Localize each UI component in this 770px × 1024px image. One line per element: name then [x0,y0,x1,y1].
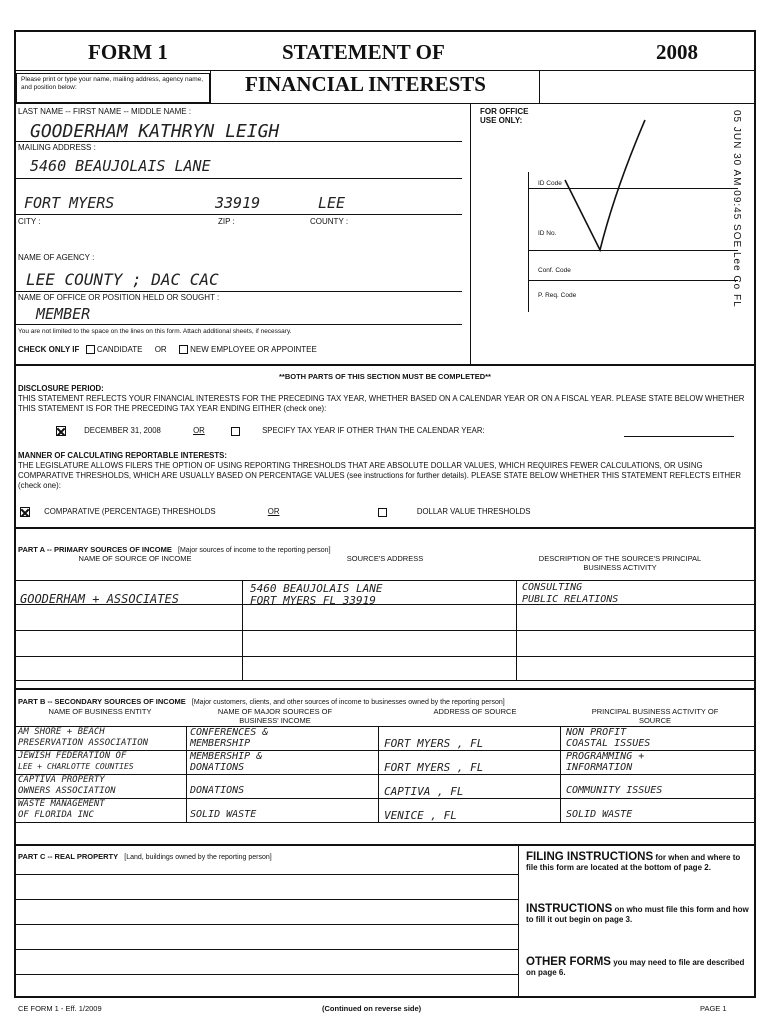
part-a-row1-name: GOODERHAM + ASSOCIATES [20,592,179,606]
part-b-entity: WASTE MANAGEMENT [18,799,105,809]
part-b-entity: CAPTIVA PROPERTY [18,775,105,785]
part-c-heading-row [18,852,272,862]
rule [16,214,462,215]
part-a-col3: DESCRIPTION OF THE SOURCE'S PRINCIPAL BUSINESS ACTIVITY [538,554,702,572]
part-b-source: MEMBERSHIP & [190,751,263,762]
manner-text: THE LEGISLATURE ALLOWS FILERS THE OPTION OF USING REPORTING THRESHOLDS THAT ARE ABSOLUTE DOLLAR VALUES, WHICH REQUIRES FEWER CALCULATIONS, OR USING COMPARATIVE THRESHOLDS, WHICH ARE USUALLY BASED ON PERCENTAGE VALUES (see instructions for further details). PLEASE STATE BELOW WHETHER THIS STATEMENT REFLECTS EITHER (check one): [18,461,741,490]
december-checkbox[interactable] [56,426,66,436]
rule [16,924,518,925]
part-a-row1-activity1: CONSULTING [522,582,583,593]
form-number: FORM 1 [88,40,168,64]
part-b-entity: PRESERVATION ASSOCIATION [18,738,149,748]
name-value: GOODERHAM KATHRYN LEIGH [30,121,280,142]
instructions-note [526,904,750,925]
part-b-address: VENICE , FL [384,809,457,822]
part-b-activity: COASTAL ISSUES [566,738,651,749]
id-no-label: ID No. [538,230,557,237]
part-a-subheading: [Major sources of income to the reporting person] [178,547,331,554]
rule [186,726,187,822]
disclosure-period-heading: DISCLOSURE PERIOD: [18,384,104,393]
rule [16,291,462,292]
county-value: LEE [318,194,346,212]
conf-code-label: Conf. Code [538,267,571,274]
part-b-source: SOLID WASTE [190,809,257,820]
part-a-col1: NAME OF SOURCE OF INCOME [78,554,192,563]
form-year: 2008 [656,40,698,64]
rule [16,630,754,631]
filing-instructions-text: for when and where to file this form are located at the bottom of page 2. [526,853,741,872]
instructions-box [16,73,210,103]
footer-page: PAGE 1 [700,1004,727,1013]
filing-instructions-head: FILING INSTRUCTIONS [526,851,654,863]
specify-year-checkbox[interactable] [231,427,240,436]
part-a-col2: SOURCE'S ADDRESS [346,554,424,563]
part-a-row1-activity2: PUBLIC RELATIONS [522,594,619,605]
part-c-heading: PART C -- REAL PROPERTY [18,852,119,861]
mailing-label: MAILING ADDRESS : [18,143,96,152]
rule [516,580,517,680]
rule [16,178,462,179]
disclosure-period-text: THIS STATEMENT REFLECTS YOUR FINANCIAL INTERESTS FOR THE PRECEDING TAX YEAR, WHETHER BASED ON A CALENDAR YEAR OR ON A FISCAL YEAR. PLEASE STATE BELOW WHETHER THIS STATEMENT IS FOR THE PRECEDING TAX YEAR ENDING EITHER (check one): [18,394,745,413]
part-b-address: FORT MYERS , FL [384,737,484,750]
or-label: OR [193,426,205,436]
rule [518,844,519,998]
or-label: OR [154,345,167,354]
rule [14,364,756,366]
rule [16,798,754,799]
part-b-source: DONATIONS [190,785,245,796]
title-line1: STATEMENT OF [282,40,445,64]
part-b-col2: NAME OF MAJOR SOURCES OF BUSINESS' INCOME [217,707,333,725]
part-b-source: MEMBERSHIP [190,738,251,749]
part-a-heading: PART A -- PRIMARY SOURCES OF INCOME [18,545,172,554]
attach-note: You are not limited to the space on the lines on this form. Attach additional sheets, if necessary. [18,328,292,335]
part-b-entity: AM SHORE + BEACH [18,727,105,737]
county-label: COUNTY : [310,217,349,226]
agency-value: LEE COUNTY ; DAC CAC [26,270,219,289]
office-label: NAME OF OFFICE OR POSITION HELD OR SOUGHT : [18,293,220,302]
rule [16,141,462,142]
specify-year-line[interactable] [624,436,734,437]
candidate-label: CANDIDATE [96,345,143,354]
p-req-code-label: P. Req. Code [538,292,577,299]
header-divider-top [14,70,756,71]
check-only-label: CHECK ONLY IF [18,345,80,354]
part-b-entity: LEE + CHARLOTTE COUNTIES [18,762,134,771]
part-b-subheading: [Major customers, clients, and other sources of income to businesses owned by the reporting person] [191,699,505,706]
part-b-col4: PRINCIPAL BUSINESS ACTIVITY OF SOURCE [591,707,719,725]
rule [14,527,756,529]
part-b-heading-row [18,697,505,707]
part-b-activity: COMMUNITY ISSUES [566,785,663,796]
rule [560,726,561,822]
filing-instructions [526,852,750,873]
part-b-col3: ADDRESS OF SOURCE [433,707,517,716]
office-value: MEMBER [36,305,91,323]
rule [16,324,462,325]
received-stamp: 05 JUN 30 AM 09:45 SOE Lee Co FL [731,110,742,308]
part-b-entity: OWNERS ASSOCIATION [18,786,116,796]
rule [14,688,756,690]
part-b-entity: JEWISH FEDERATION OF [18,751,127,761]
other-forms-head: OTHER FORMS [526,956,611,968]
rule [16,874,518,875]
mailing-value: 5460 BEAUJOLAIS LANE [30,157,211,175]
rule [14,844,756,846]
part-c-subheading: [Land, buildings owned by the reporting person] [124,854,272,861]
other-forms-note [526,957,750,978]
checkmark-icon [560,100,650,260]
threshold-options [20,507,530,517]
new-employee-checkbox[interactable] [179,345,188,354]
id-code-label: ID Code [538,180,562,187]
part-a-row1-address2: FORT MYERS FL 33919 [250,594,376,607]
name-label: LAST NAME -- FIRST NAME -- MIDDLE NAME : [18,107,192,116]
footer-continued: (Continued on reverse side) [322,1004,422,1013]
part-b-address: FORT MYERS , FL [384,761,484,774]
comparative-label: COMPARATIVE (PERCENTAGE) THRESHOLDS [44,507,216,517]
other-forms-text: you may need to file are described on page 6. [526,958,745,977]
rule [16,822,754,823]
dollar-checkbox[interactable] [378,508,387,517]
title-line2: FINANCIAL INTERESTS [245,72,486,96]
rule [16,656,754,657]
candidate-checkbox[interactable] [86,345,95,354]
part-b-activity: INFORMATION [566,762,633,773]
instructions-text: on who must file this form and how to fill it out begin on page 3. [526,905,749,924]
part-b-entity: OF FLORIDA INC [18,810,94,820]
must-complete-note: **BOTH PARTS OF THIS SECTION MUST BE COMPLETED** [279,372,491,381]
part-b-heading: PART B -- SECONDARY SOURCES OF INCOME [18,697,186,706]
rule [16,899,518,900]
office-use-label: FOR OFFICE USE ONLY: [480,107,529,125]
part-b-col1: NAME OF BUSINESS ENTITY [48,707,152,716]
rule [528,280,738,281]
part-b-address: CAPTIVA , FL [384,785,464,798]
period-options [56,426,485,436]
specify-year-label: SPECIFY TAX YEAR IF OTHER THAN THE CALENDAR YEAR: [262,426,485,436]
zip-label: ZIP : [218,217,235,226]
rule [16,774,754,775]
part-b-activity: NON PROFIT [566,727,627,738]
rule [16,949,518,950]
agency-label: NAME OF AGENCY : [18,253,95,262]
or-label-2: OR [267,507,280,517]
part-b-source: CONFERENCES & [190,727,269,738]
rule [242,580,243,680]
office-divider [470,103,471,365]
zip-value: 33919 [215,194,261,212]
rule [378,726,379,822]
manner-heading: MANNER OF CALCULATING REPORTABLE INTERESTS: [18,451,227,460]
instructions-head: INSTRUCTIONS [526,903,613,915]
rule [16,974,518,975]
rule [16,726,754,727]
check-only-row [18,345,317,354]
part-b-activity: PROGRAMMING + [566,751,645,762]
dollar-label: DOLLAR VALUE THRESHOLDS [416,507,531,517]
part-b-source: DONATIONS [190,762,245,773]
city-value: FORT MYERS [24,194,115,212]
part-b-activity: SOLID WASTE [566,809,633,820]
city-label: CITY : [18,217,41,226]
part-a-row1-address1: 5460 BEAUJOLAIS LANE [250,582,383,595]
rule [16,680,754,681]
instructions-box-text: Please print or type your name, mailing address, agency name, and position below: [21,76,204,91]
footer-form-id: CE FORM 1 - Eff. 1/2009 [18,1004,102,1013]
december-option-label: DECEMBER 31, 2008 [84,426,161,436]
new-employee-label: NEW EMPLOYEE OR APPOINTEE [190,345,317,354]
comparative-checkbox[interactable] [20,507,30,517]
rule [528,172,529,312]
rule [16,580,754,581]
